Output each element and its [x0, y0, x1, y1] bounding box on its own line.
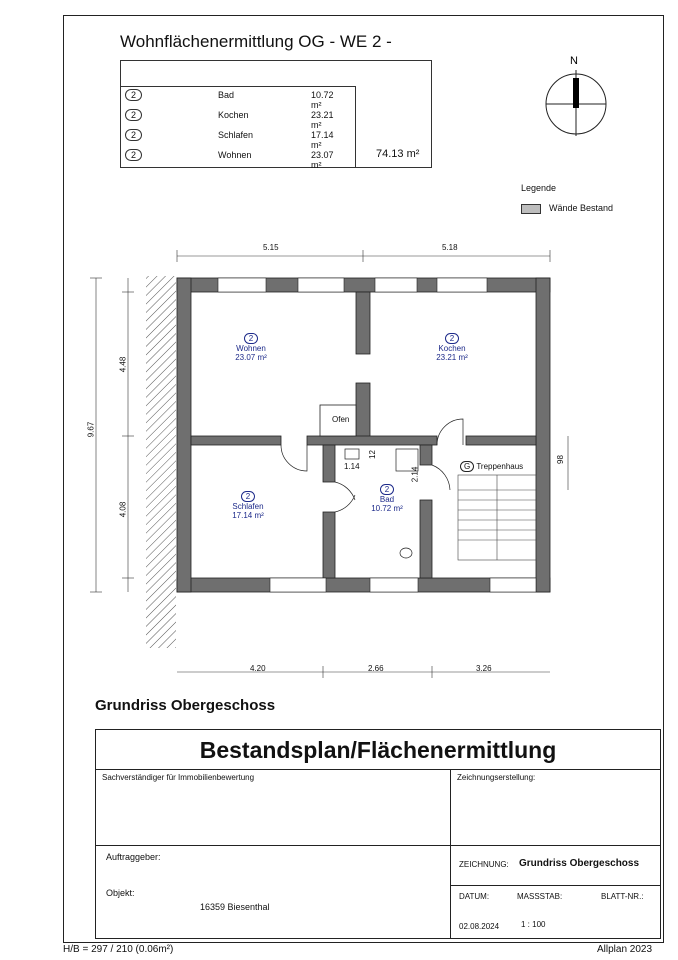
footer-left: H/B = 297 / 210 (0.06m²) — [63, 944, 174, 955]
area-row-area: 23.07 m² — [311, 150, 334, 170]
walls — [177, 278, 550, 592]
expert-label: Sachverständiger für Immobilienbewertung — [102, 773, 255, 782]
area-row-room: Kochen — [218, 110, 249, 120]
sheet-heading: Wohnflächenermittlung OG - WE 2 - — [120, 32, 392, 51]
drawing-label: ZEICHNUNG: — [459, 860, 509, 869]
room-name: Schlafen — [232, 502, 264, 511]
room-area: 23.07 m² — [235, 353, 267, 362]
footer-right: Allplan 2023 — [597, 944, 653, 955]
area-row-room: Bad — [218, 90, 235, 100]
dim-right: 98 — [555, 455, 565, 464]
room-number: 2 — [241, 491, 255, 502]
drawing-creation-label: Zeichnungserstellung: — [457, 773, 536, 782]
room-name: Treppenhaus — [476, 462, 524, 471]
dim-bath-small: 12 — [367, 450, 377, 459]
svg-text:N: N — [570, 55, 578, 67]
room-number: 2 — [380, 484, 394, 495]
room-number: G — [460, 461, 474, 472]
area-row-area: 17.14 m² — [311, 130, 334, 150]
room-bad — [357, 484, 417, 513]
client-cell — [96, 846, 451, 938]
dim-bottom-2: 2.66 — [368, 664, 384, 673]
room-number: 2 — [244, 333, 258, 344]
area-row-room: Wohnen — [218, 150, 252, 160]
drawing-creation-cell — [451, 770, 660, 846]
room-wohnen — [221, 333, 281, 362]
area-row-area: 10.72 m² — [311, 90, 334, 110]
room-number: 2 — [445, 333, 459, 344]
date-value: 02.08.2024 — [459, 922, 500, 931]
area-row-area: 23.21 m² — [311, 110, 334, 130]
dim-top-2: 5.18 — [442, 243, 458, 252]
dim-left-total: 9.67 — [86, 421, 96, 438]
room-area: 17.14 m² — [232, 511, 264, 520]
area-row-number: 2 — [125, 89, 142, 101]
drawing-cell — [451, 846, 660, 886]
room-name: Kochen — [438, 344, 466, 353]
date-label: DATUM: — [459, 892, 490, 901]
object-value: 16359 Biesenthal — [200, 902, 270, 912]
room-name: Wohnen — [236, 344, 266, 353]
area-row-number: 2 — [125, 109, 142, 121]
staircase — [458, 475, 536, 560]
sheet-label: BLATT-NR.: — [601, 892, 644, 901]
dim-left-lower: 4.08 — [118, 501, 128, 518]
meta-cell — [451, 886, 660, 938]
area-row-room: Schlafen — [218, 130, 254, 140]
client-label: Auftraggeber: — [106, 852, 161, 862]
scale-label: MASSSTAB: — [517, 892, 563, 901]
legend-item: Wände Bestand — [549, 203, 614, 213]
dim-bath-width: 1.14 — [344, 462, 360, 471]
room-schlafen — [218, 491, 278, 520]
legend-title: Legende — [521, 183, 557, 193]
dim-door: 2.14 — [410, 466, 420, 483]
expert-cell — [96, 770, 451, 846]
drawing-value: Grundriss Obergeschoss — [519, 858, 640, 869]
room-name: Bad — [379, 495, 395, 504]
plan-title: Grundriss Obergeschoss — [95, 697, 276, 714]
object-label: Objekt: — [106, 888, 135, 898]
scale-value: 1 : 100 — [521, 920, 546, 929]
area-row-number: 2 — [125, 149, 142, 161]
room-area: 23.21 m² — [436, 353, 468, 362]
dim-left-upper: 4.48 — [118, 356, 128, 373]
room-area: 10.72 m² — [371, 504, 403, 513]
dim-top-1: 5.15 — [263, 243, 279, 252]
room-treppenhaus — [460, 461, 523, 472]
area-total: 74.13 m² — [376, 148, 420, 160]
dim-bottom-3: 3.26 — [476, 664, 492, 673]
title-block-heading: Bestandsplan/Flächenermittlung — [96, 730, 660, 770]
title-block — [95, 729, 661, 939]
area-row-number: 2 — [125, 129, 142, 141]
room-kochen — [422, 333, 482, 362]
ofen-label: Ofen — [332, 415, 350, 424]
dim-bottom-1: 4.20 — [250, 664, 266, 673]
neighbor-wall-hatch — [146, 276, 176, 648]
